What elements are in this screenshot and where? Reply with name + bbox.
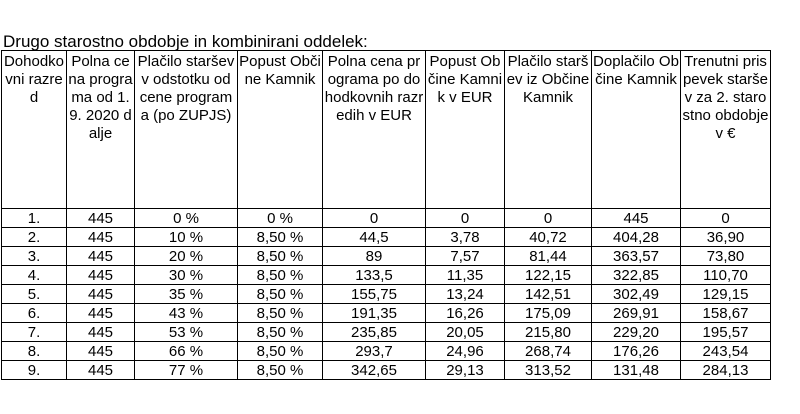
cell-discount-eur: 7,57: [426, 247, 505, 266]
cell-discount-eur: 3,78: [426, 228, 505, 247]
table-caption: Drugo starostno obdobje in kombinirani oddelek:: [3, 32, 368, 51]
table-row: [2, 304, 771, 323]
table-body: [2, 209, 771, 380]
cell-price-by-class: 44,5: [323, 228, 426, 247]
cell-parent-payment: 122,15: [505, 266, 592, 285]
cell-municipal-supplement: 445: [592, 209, 681, 228]
cell-parent-percent: 35 %: [135, 285, 238, 304]
cell-current-contribution: 158,67: [681, 304, 771, 323]
cell-municipal-discount: 8,50 %: [238, 228, 323, 247]
cell-parent-percent: 0 %: [135, 209, 238, 228]
cell-full-price: 445: [67, 285, 135, 304]
cell-full-price: 445: [67, 209, 135, 228]
table-row: [2, 285, 771, 304]
cell-parent-payment: 268,74: [505, 342, 592, 361]
cell-municipal-discount: 8,50 %: [238, 247, 323, 266]
cell-municipal-supplement: 302,49: [592, 285, 681, 304]
cell-income-class: 8.: [2, 342, 67, 361]
cell-parent-payment: 142,51: [505, 285, 592, 304]
cell-income-class: 2.: [2, 228, 67, 247]
cell-full-price: 445: [67, 342, 135, 361]
cell-parent-payment: 0: [505, 209, 592, 228]
cell-price-by-class: 235,85: [323, 323, 426, 342]
header-row: [2, 51, 771, 209]
cell-municipal-supplement: 229,20: [592, 323, 681, 342]
table-row: [2, 342, 771, 361]
table-row: [2, 209, 771, 228]
cell-current-contribution: 243,54: [681, 342, 771, 361]
cell-current-contribution: 284,13: [681, 361, 771, 380]
cell-municipal-discount: 8,50 %: [238, 342, 323, 361]
table-row: [2, 247, 771, 266]
cell-current-contribution: 110,70: [681, 266, 771, 285]
cell-parent-percent: 20 %: [135, 247, 238, 266]
cell-discount-eur: 20,05: [426, 323, 505, 342]
cell-price-by-class: 293,7: [323, 342, 426, 361]
cell-price-by-class: 155,75: [323, 285, 426, 304]
cell-income-class: 9.: [2, 361, 67, 380]
cell-discount-eur: 16,26: [426, 304, 505, 323]
cell-parent-percent: 77 %: [135, 361, 238, 380]
cell-full-price: 445: [67, 361, 135, 380]
cell-municipal-supplement: 322,85: [592, 266, 681, 285]
table-row: [2, 228, 771, 247]
table-row: [2, 323, 771, 342]
cell-income-class: 6.: [2, 304, 67, 323]
cell-price-by-class: 191,35: [323, 304, 426, 323]
cell-income-class: 3.: [2, 247, 67, 266]
cell-parent-percent: 43 %: [135, 304, 238, 323]
cell-income-class: 7.: [2, 323, 67, 342]
cell-price-by-class: 133,5: [323, 266, 426, 285]
cell-parent-payment: 313,52: [505, 361, 592, 380]
cell-income-class: 1.: [2, 209, 67, 228]
cell-parent-percent: 53 %: [135, 323, 238, 342]
cell-current-contribution: 36,90: [681, 228, 771, 247]
header-municipal-discount: Popust Občine Kamnik: [238, 51, 323, 209]
table-row: [2, 361, 771, 380]
cell-parent-payment: 81,44: [505, 247, 592, 266]
cell-parent-payment: 215,80: [505, 323, 592, 342]
cell-municipal-discount: 8,50 %: [238, 285, 323, 304]
cell-current-contribution: 73,80: [681, 247, 771, 266]
cell-parent-payment: 175,09: [505, 304, 592, 323]
cell-price-by-class: 89: [323, 247, 426, 266]
cell-current-contribution: 195,57: [681, 323, 771, 342]
cell-municipal-supplement: 176,26: [592, 342, 681, 361]
cell-discount-eur: 0: [426, 209, 505, 228]
cell-current-contribution: 0: [681, 209, 771, 228]
cell-discount-eur: 29,13: [426, 361, 505, 380]
cell-municipal-discount: 8,50 %: [238, 266, 323, 285]
cell-full-price: 445: [67, 304, 135, 323]
cell-discount-eur: 13,24: [426, 285, 505, 304]
cell-municipal-discount: 8,50 %: [238, 323, 323, 342]
cell-price-by-class: 342,65: [323, 361, 426, 380]
header-price-by-class: Polna cena programa po dohodkovnih razredih v EUR: [323, 51, 426, 209]
header-parent-payment: Plačilo staršev iz Občine Kamnik: [505, 51, 592, 209]
cell-discount-eur: 24,96: [426, 342, 505, 361]
cell-income-class: 5.: [2, 285, 67, 304]
cell-full-price: 445: [67, 228, 135, 247]
header-income-class: Dohodkovni razred: [2, 51, 67, 209]
cell-parent-payment: 40,72: [505, 228, 592, 247]
cell-full-price: 445: [67, 266, 135, 285]
cell-income-class: 4.: [2, 266, 67, 285]
cell-municipal-supplement: 131,48: [592, 361, 681, 380]
cell-municipal-supplement: 269,91: [592, 304, 681, 323]
cell-municipal-discount: 8,50 %: [238, 304, 323, 323]
cell-full-price: 445: [67, 247, 135, 266]
header-municipal-supplement: Doplačilo Občine Kamnik: [592, 51, 681, 209]
fee-table: [1, 50, 771, 380]
cell-municipal-discount: 8,50 %: [238, 361, 323, 380]
cell-price-by-class: 0: [323, 209, 426, 228]
cell-municipal-supplement: 363,57: [592, 247, 681, 266]
cell-municipal-discount: 0 %: [238, 209, 323, 228]
cell-municipal-supplement: 404,28: [592, 228, 681, 247]
cell-parent-percent: 66 %: [135, 342, 238, 361]
cell-current-contribution: 129,15: [681, 285, 771, 304]
header-discount-eur: Popust Občine Kamnik v EUR: [426, 51, 505, 209]
cell-parent-percent: 30 %: [135, 266, 238, 285]
table-row: [2, 266, 771, 285]
header-current-contribution: Trenutni prispevek staršev za 2. starostno obdobje v €: [681, 51, 771, 209]
cell-discount-eur: 11,35: [426, 266, 505, 285]
cell-parent-percent: 10 %: [135, 228, 238, 247]
cell-full-price: 445: [67, 323, 135, 342]
header-parent-percent: Plačilo staršev v odstotku od cene programa (po ZUPJS): [135, 51, 238, 209]
header-full-price: Polna cena programa od 1. 9. 2020 dalje: [67, 51, 135, 209]
